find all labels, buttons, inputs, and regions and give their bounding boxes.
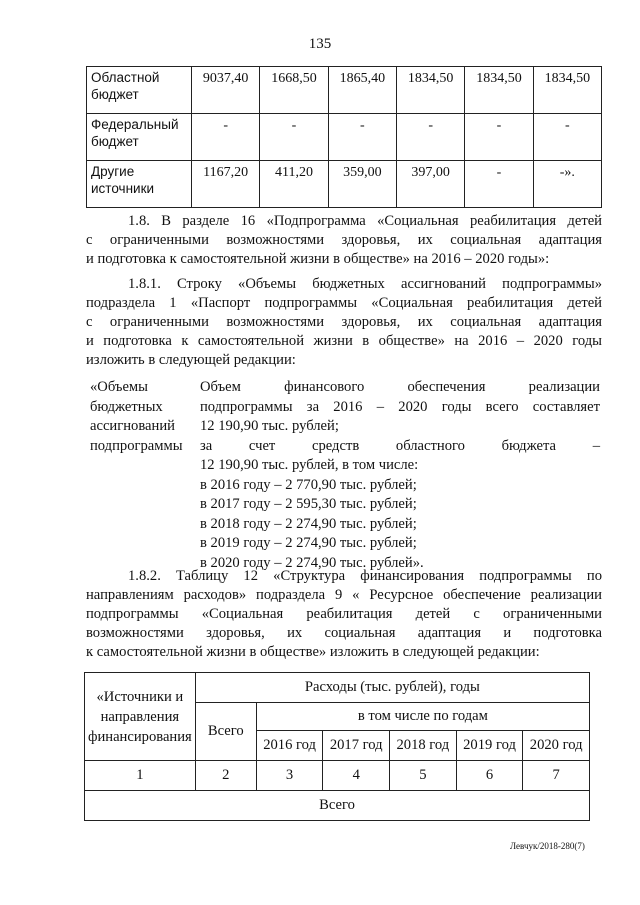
text-line: 1.8.1. Строку «Объемы бюджетных ассигнований подпрограммы»	[128, 276, 602, 292]
table-cell: -	[260, 114, 328, 161]
text-line: Объем финансового обеспечения реализации	[200, 379, 600, 395]
column-number: 6	[456, 761, 523, 791]
text-line: возможностями здоровья, их социальная адаптация и подготовка	[86, 625, 602, 641]
table-cell: 1167,20	[192, 161, 260, 208]
text-line: в 2019 году – 2 274,90 тыс. рублей;	[200, 535, 417, 551]
table-cell: -	[328, 114, 396, 161]
column-number: 3	[256, 761, 323, 791]
col-header-sources: «Источники и направления финансирования	[85, 673, 196, 761]
col-header-by-years: в том числе по годам	[256, 703, 589, 731]
table-row	[87, 114, 602, 161]
table-cell: -	[465, 161, 533, 208]
year-header: 2018 год	[390, 731, 457, 761]
row-label: Областной бюджет	[87, 67, 192, 114]
text-line: 1.8. В разделе 16 «Подпрограмма «Социальная реабилитация детей	[128, 213, 602, 229]
text-line: и подготовка к самостоятельной жизни в обществе» на 2016 – 2020 годы	[86, 333, 602, 349]
year-header: 2020 год	[523, 731, 590, 761]
text-line: с ограниченными возможностями здоровья, их социальная адаптация	[86, 314, 602, 330]
text-line: за счет средств областного бюджета –	[200, 437, 600, 454]
text-line: в 2017 году – 2 595,30 тыс. рублей;	[200, 496, 417, 512]
table-cell: 411,20	[260, 161, 328, 208]
text-line: направлениям расходов» подраздела 9 « Ресурсное обеспечение реализации	[86, 587, 602, 603]
table-cell: -	[192, 114, 260, 161]
table-row	[87, 161, 602, 208]
text-line: 12 190,90 тыс. рублей;	[200, 418, 339, 434]
table-cell: 1865,40	[328, 67, 396, 114]
table-cell: -».	[533, 161, 601, 208]
row-label: Федеральный бюджет	[87, 114, 192, 161]
text-line: подпрограммы	[90, 437, 183, 454]
table-cell: 1834,50	[465, 67, 533, 114]
table-cell: 1834,50	[533, 67, 601, 114]
table-cell: -	[396, 114, 464, 161]
table-cell: 359,00	[328, 161, 396, 208]
column-number: 4	[323, 761, 390, 791]
text-line: в 2020 году – 2 274,90 тыс. рублей».	[200, 554, 424, 571]
column-number: 2	[195, 761, 256, 791]
page-number: 135	[308, 36, 332, 52]
text-line: с ограниченными возможностями здоровья, их социальная адаптация	[86, 232, 602, 248]
year-header: 2019 год	[456, 731, 523, 761]
text-line: к самостоятельной жизни в обществе» изложить в следующей редакции:	[86, 644, 540, 660]
table-cell: -	[533, 114, 601, 161]
text-line: изложить в следующей редакции:	[86, 352, 296, 368]
text-line: в 2018 году – 2 274,90 тыс. рублей;	[200, 515, 417, 532]
text-line: 1.8.2. Таблицу 12 «Структура финансирования подпрограммы по	[128, 568, 602, 584]
col-header-expenses: Расходы (тыс. рублей), годы	[195, 673, 589, 703]
table-cell: 1834,50	[396, 67, 464, 114]
table-cell: 397,00	[396, 161, 464, 208]
text-line: подпрограммы «Социальная реабилитация детей с ограниченными	[86, 606, 602, 622]
passport-label	[90, 378, 198, 456]
year-header: 2017 год	[323, 731, 390, 761]
section-1-8	[86, 212, 602, 269]
budget-table	[86, 66, 602, 208]
table-cell: -	[465, 114, 533, 161]
text-line: «Объемы	[90, 379, 148, 395]
column-number: 7	[523, 761, 590, 791]
column-number: 1	[85, 761, 196, 791]
table-cell: 1668,50	[260, 67, 328, 114]
text-line: 12 190,90 тыс. рублей, в том числе:	[200, 457, 419, 473]
section-1-8-2	[86, 567, 602, 662]
text-line: в 2016 году – 2 770,90 тыс. рублей;	[200, 476, 417, 493]
section-1-8-1	[86, 275, 602, 370]
footer-reference: Левчук/2018-280(7)	[510, 841, 585, 851]
table-row	[87, 67, 602, 114]
text-line: и подготовка к самостоятельной жизни в обществе» на 2016 – 2020 годы»:	[86, 251, 550, 267]
text-line: подраздела 1 «Паспорт подпрограммы «Социальная реабилитация детей	[86, 295, 602, 311]
text-line: ассигнований	[90, 418, 175, 434]
text-line: подпрограммы за 2016 – 2020 годы всего составляет	[200, 398, 600, 415]
year-header: 2016 год	[256, 731, 323, 761]
text-line: бюджетных	[90, 398, 163, 415]
column-number: 5	[390, 761, 457, 791]
row-label: Другие источники	[87, 161, 192, 208]
col-header-total: Всего	[195, 703, 256, 761]
total-row: Всего	[85, 791, 590, 821]
funding-structure-table	[84, 672, 590, 821]
passport-value	[200, 378, 600, 573]
table-cell: 9037,40	[192, 67, 260, 114]
